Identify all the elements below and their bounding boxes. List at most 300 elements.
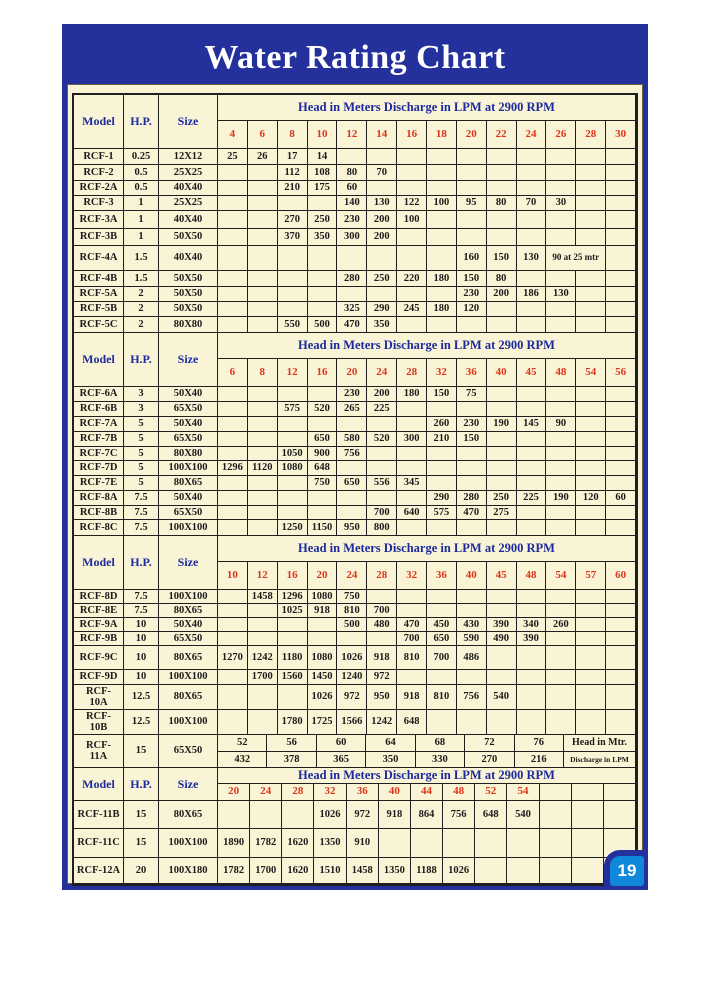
- value-cell: [427, 604, 457, 618]
- value-cell: 1725: [308, 710, 338, 735]
- value-cell: [397, 461, 427, 476]
- hp-cell: 5: [124, 461, 159, 476]
- size-cell: 100X180: [159, 858, 218, 884]
- value-cell: [397, 149, 427, 165]
- value-cell: [517, 165, 547, 181]
- value-cell: 17: [278, 149, 308, 165]
- value-cell: [427, 246, 457, 271]
- value-cell: 700: [367, 604, 397, 618]
- value-cell: 480: [367, 618, 397, 632]
- size-cell: 80X65: [159, 604, 218, 618]
- value-cell: 450: [427, 618, 457, 632]
- value-cell: [218, 506, 248, 520]
- value-cell: 95: [457, 196, 487, 211]
- hp-cell: 7.5: [124, 520, 159, 536]
- value-cell: [546, 165, 576, 181]
- value-cell: [576, 476, 606, 491]
- value-cell: [308, 246, 338, 271]
- table-row: [74, 829, 636, 858]
- head-value: 36: [457, 359, 487, 387]
- value-cell: [337, 246, 367, 271]
- value-cell: 225: [367, 402, 397, 417]
- value-cell: 1242: [367, 710, 397, 735]
- value-cell: [218, 632, 248, 646]
- hp-cell: 1.5: [124, 246, 159, 271]
- table-row: [74, 506, 636, 520]
- value-cell: [278, 287, 308, 302]
- model-cell: RCF-3B: [74, 229, 124, 246]
- table-row: [74, 432, 636, 447]
- value-cell: 80: [487, 196, 517, 211]
- value-cell: 210: [278, 181, 308, 196]
- value-cell: 100: [427, 196, 457, 211]
- table-row: [74, 604, 636, 618]
- value-cell: [248, 229, 278, 246]
- value-cell: [475, 858, 507, 884]
- value-cell: [278, 302, 308, 317]
- hp-cell: 5: [124, 417, 159, 432]
- value-cell: [218, 211, 248, 229]
- hp-cell: 7.5: [124, 590, 159, 604]
- value-cell: [427, 149, 457, 165]
- value-cell: 230: [337, 211, 367, 229]
- value-cell: 250: [487, 491, 517, 506]
- hp-cell: 15: [124, 829, 159, 858]
- value-cell: 390: [517, 632, 547, 646]
- value-cell: 575: [278, 402, 308, 417]
- value-cell: [308, 618, 338, 632]
- size-cell: 50X50: [159, 229, 218, 246]
- value-cell: 1150: [308, 520, 338, 536]
- value-cell: [218, 491, 248, 506]
- size-cell: 80X65: [159, 646, 218, 670]
- value-cell: 640: [397, 506, 427, 520]
- value-cell: [517, 590, 547, 604]
- value-cell: [397, 520, 427, 536]
- table-row: [74, 317, 636, 333]
- value-cell: 150: [487, 246, 517, 271]
- value-cell: [248, 246, 278, 271]
- value-cell: 490: [487, 632, 517, 646]
- table-row: [74, 302, 636, 317]
- value-cell: 470: [397, 618, 427, 632]
- value-cell: [606, 461, 636, 476]
- value-cell: [397, 181, 427, 196]
- size-cell: 50X40: [159, 417, 218, 432]
- model-cell: RCF-6A: [74, 387, 124, 402]
- value-cell: 550: [278, 317, 308, 333]
- value-cell: 270: [278, 211, 308, 229]
- value-cell: 120: [576, 491, 606, 506]
- head-value: 12: [278, 359, 308, 387]
- value-cell: [218, 317, 248, 333]
- table-row: [74, 287, 636, 302]
- size-cell: 65X50: [159, 506, 218, 520]
- value-cell: [367, 447, 397, 461]
- value-cell: [517, 476, 547, 491]
- head-value: 48: [443, 784, 475, 801]
- value-cell: [427, 447, 457, 461]
- table-row: [74, 858, 636, 884]
- value-cell: [397, 402, 427, 417]
- value-cell: [507, 829, 539, 858]
- value-cell: [487, 590, 517, 604]
- value-cell: [218, 302, 248, 317]
- value-cell: [427, 461, 457, 476]
- value-cell: 1026: [443, 858, 475, 884]
- value-cell: [218, 402, 248, 417]
- value-cell: 972: [367, 670, 397, 685]
- head-title: Head in Meters Discharge in LPM at 2900 RPM: [218, 536, 636, 562]
- table-row: [74, 402, 636, 417]
- value-cell: [487, 447, 517, 461]
- value-cell: [218, 685, 248, 710]
- value-cell: 1026: [308, 685, 338, 710]
- value-cell: 430: [457, 618, 487, 632]
- value-cell: [248, 520, 278, 536]
- table-row: [74, 590, 636, 604]
- value-cell: 1620: [282, 858, 314, 884]
- hp-cell: 10: [124, 618, 159, 632]
- value-cell: [248, 618, 278, 632]
- value-cell: [576, 685, 606, 710]
- head-value: 16: [308, 359, 338, 387]
- value-cell: [517, 229, 547, 246]
- value-cell: [487, 604, 517, 618]
- value-cell: [606, 670, 636, 685]
- value-cell: 300: [337, 229, 367, 246]
- value-cell: [411, 829, 443, 858]
- size-cell: 80X80: [159, 317, 218, 333]
- table-row: [74, 646, 636, 670]
- value-cell: [278, 685, 308, 710]
- value-cell: 300: [397, 432, 427, 447]
- col-header-size: Size: [159, 333, 218, 387]
- value-cell: [397, 590, 427, 604]
- head-value: 26: [546, 121, 576, 149]
- value-cell: 220: [397, 271, 427, 287]
- value-cell: [517, 604, 547, 618]
- value-cell: [517, 317, 547, 333]
- value-cell: [248, 165, 278, 181]
- table-row: [74, 229, 636, 246]
- value-cell: 150: [457, 432, 487, 447]
- value-cell: 200: [367, 387, 397, 402]
- value-cell: 122: [397, 196, 427, 211]
- value-cell: 75: [457, 387, 487, 402]
- value-cell: [487, 476, 517, 491]
- value-cell: 60: [337, 181, 367, 196]
- value-cell: [427, 520, 457, 536]
- model-cell: RCF-9B: [74, 632, 124, 646]
- value-cell: [517, 181, 547, 196]
- value-cell: [546, 590, 576, 604]
- value-cell: [218, 287, 248, 302]
- table-row-special: [74, 735, 636, 768]
- head-title: Head in Meters Discharge in LPM at 2900 RPM: [218, 768, 636, 784]
- value-cell: 590: [457, 632, 487, 646]
- value-cell: 756: [337, 447, 367, 461]
- size-cell: 100X100: [159, 710, 218, 735]
- head-value: 45: [517, 359, 547, 387]
- size-cell: 100X100: [159, 520, 218, 536]
- value-cell: [427, 181, 457, 196]
- value-cell: 250: [308, 211, 338, 229]
- head-value: 32: [427, 359, 457, 387]
- hp-cell: 2: [124, 287, 159, 302]
- value-cell: [457, 229, 487, 246]
- value-cell: [606, 149, 636, 165]
- value-cell: [457, 181, 487, 196]
- value-cell: [576, 632, 606, 646]
- value-cell: [576, 590, 606, 604]
- hp-cell: 5: [124, 447, 159, 461]
- hp-cell: 10: [124, 632, 159, 646]
- hp-cell: 10: [124, 646, 159, 670]
- value-cell: 650: [337, 476, 367, 491]
- value-cell: [576, 447, 606, 461]
- value-cell: [248, 402, 278, 417]
- value-cell: [546, 181, 576, 196]
- value-cell: [576, 618, 606, 632]
- head-value: 12: [248, 562, 278, 590]
- value-cell: 810: [397, 646, 427, 670]
- value-cell: [278, 387, 308, 402]
- value-cell: [457, 317, 487, 333]
- value-cell: [218, 447, 248, 461]
- value-cell: [248, 476, 278, 491]
- head-value: 56: [606, 359, 636, 387]
- head-value: 36: [347, 784, 379, 801]
- model-cell: RCF- 10B: [74, 710, 124, 735]
- value-cell: [606, 165, 636, 181]
- value-cell: 1080: [308, 590, 338, 604]
- table-row: [74, 801, 636, 829]
- head-value: 20: [337, 359, 367, 387]
- value-cell: [397, 604, 427, 618]
- value-cell: 130: [517, 246, 547, 271]
- value-cell: 140: [337, 196, 367, 211]
- hp-cell: 7.5: [124, 491, 159, 506]
- value-cell: 1270: [218, 646, 248, 670]
- value-cell: 950: [337, 520, 367, 536]
- value-cell: 918: [367, 646, 397, 670]
- value-cell: [576, 271, 606, 287]
- size-cell: 50X40: [159, 618, 218, 632]
- head-value: 60: [606, 562, 636, 590]
- value-cell: [278, 246, 308, 271]
- size-cell: 80X65: [159, 685, 218, 710]
- col-header-size: Size: [159, 768, 218, 801]
- value-cell: [606, 632, 636, 646]
- value-cell: 230: [457, 287, 487, 302]
- value-cell: [507, 858, 539, 884]
- page-number-corner: [604, 850, 648, 890]
- hp-cell: 12.5: [124, 685, 159, 710]
- value-cell: [606, 447, 636, 461]
- value-cell: 1050: [278, 447, 308, 461]
- value-cell: [576, 229, 606, 246]
- table-row: [74, 196, 636, 211]
- value-cell: [367, 417, 397, 432]
- value-cell: [606, 317, 636, 333]
- value-cell: [606, 229, 636, 246]
- head-value: 48: [517, 562, 547, 590]
- table-row: [74, 417, 636, 432]
- value-cell: 1250: [278, 520, 308, 536]
- value-cell: [606, 646, 636, 670]
- value-cell: [278, 491, 308, 506]
- head-value: 48: [546, 359, 576, 387]
- value-cell: [248, 710, 278, 735]
- discharge-cell: 350: [366, 752, 415, 768]
- size-cell: 100X100: [159, 461, 218, 476]
- value-cell: [546, 211, 576, 229]
- value-cell: 290: [367, 302, 397, 317]
- value-cell: [606, 604, 636, 618]
- value-cell: 918: [379, 801, 411, 829]
- value-cell: [250, 801, 282, 829]
- hp-cell: 7.5: [124, 506, 159, 520]
- value-cell: 350: [308, 229, 338, 246]
- hp-cell: 2: [124, 302, 159, 317]
- model-cell: RCF-8B: [74, 506, 124, 520]
- value-cell: [367, 590, 397, 604]
- value-cell: [606, 387, 636, 402]
- value-cell: [576, 520, 606, 536]
- head-value: 45: [487, 562, 517, 590]
- value-cell: [517, 387, 547, 402]
- model-cell: RCF-1: [74, 149, 124, 165]
- head-value: 10: [308, 121, 338, 149]
- value-cell: [546, 670, 576, 685]
- col-header-model: Model: [74, 768, 124, 801]
- value-cell: [443, 829, 475, 858]
- value-cell: 540: [487, 685, 517, 710]
- col-header-size: Size: [159, 536, 218, 590]
- value-cell: [517, 271, 547, 287]
- value-cell: [218, 196, 248, 211]
- head-value: 18: [427, 121, 457, 149]
- model-cell: RCF-4B: [74, 271, 124, 287]
- value-cell: 225: [517, 491, 547, 506]
- value-cell: [248, 181, 278, 196]
- size-cell: 80X80: [159, 447, 218, 461]
- value-cell: 1026: [337, 646, 367, 670]
- model-cell: RCF-7E: [74, 476, 124, 491]
- value-cell: 575: [427, 506, 457, 520]
- value-cell: [517, 506, 547, 520]
- value-cell: 1025: [278, 604, 308, 618]
- head-mtr-cell: 72: [465, 735, 514, 752]
- value-cell: 275: [487, 506, 517, 520]
- model-cell: RCF-5C: [74, 317, 124, 333]
- value-cell: 648: [475, 801, 507, 829]
- head-mtr-cell: 68: [416, 735, 465, 752]
- size-cell: 12X12: [159, 149, 218, 165]
- value-cell: 1242: [248, 646, 278, 670]
- value-cell: 145: [517, 417, 547, 432]
- value-cell: [248, 196, 278, 211]
- value-cell: [475, 829, 507, 858]
- value-cell: [278, 271, 308, 287]
- size-cell: 100X100: [159, 590, 218, 604]
- head-value: 6: [248, 121, 278, 149]
- value-cell: [606, 520, 636, 536]
- value-cell: [576, 149, 606, 165]
- value-cell: [278, 632, 308, 646]
- model-cell: RCF-3A: [74, 211, 124, 229]
- value-cell: [457, 402, 487, 417]
- discharge-cell: 365: [317, 752, 366, 768]
- value-cell: [576, 461, 606, 476]
- value-cell: 648: [397, 710, 427, 735]
- head-value: 44: [411, 784, 443, 801]
- table-row: [74, 149, 636, 165]
- value-cell: 750: [337, 590, 367, 604]
- size-cell: 50X50: [159, 287, 218, 302]
- hp-cell: 12.5: [124, 710, 159, 735]
- value-cell: 650: [427, 632, 457, 646]
- value-cell: [487, 149, 517, 165]
- value-cell: 756: [443, 801, 475, 829]
- value-cell: [308, 491, 338, 506]
- value-cell: 260: [546, 618, 576, 632]
- value-cell: [606, 710, 636, 735]
- model-cell: RCF-7D: [74, 461, 124, 476]
- value-cell: 1350: [379, 858, 411, 884]
- value-cell: 470: [457, 506, 487, 520]
- hp-cell: 5: [124, 432, 159, 447]
- head-value: 12: [337, 121, 367, 149]
- section-header: [74, 95, 636, 149]
- value-cell: [546, 461, 576, 476]
- size-cell: 100X100: [159, 829, 218, 858]
- value-cell: [546, 149, 576, 165]
- table-row: [74, 618, 636, 632]
- head-value: [572, 784, 604, 801]
- value-cell: [606, 476, 636, 491]
- value-cell: 350: [367, 317, 397, 333]
- value-cell: 80: [487, 271, 517, 287]
- size-cell: 50X50: [159, 271, 218, 287]
- model-cell: RCF-8D: [74, 590, 124, 604]
- model-cell: RCF-8C: [74, 520, 124, 536]
- value-cell: [337, 491, 367, 506]
- value-cell: [487, 432, 517, 447]
- discharge-label: Discharge in LPM: [564, 752, 636, 768]
- head-value: 28: [367, 562, 397, 590]
- value-cell: [397, 491, 427, 506]
- head-value: 57: [576, 562, 606, 590]
- value-cell: 245: [397, 302, 427, 317]
- model-cell: RCF- 10A: [74, 685, 124, 710]
- value-cell: 325: [337, 302, 367, 317]
- value-cell: 370: [278, 229, 308, 246]
- head-value: 8: [278, 121, 308, 149]
- head-value: 32: [314, 784, 346, 801]
- table-row: [74, 491, 636, 506]
- value-cell: [457, 211, 487, 229]
- hp-cell: 3: [124, 402, 159, 417]
- model-cell: RCF-9C: [74, 646, 124, 670]
- head-value: 24: [517, 121, 547, 149]
- hp-cell: 1: [124, 229, 159, 246]
- value-cell: 1350: [314, 829, 346, 858]
- value-cell: 520: [308, 402, 338, 417]
- value-cell: [487, 461, 517, 476]
- value-cell: [572, 801, 604, 829]
